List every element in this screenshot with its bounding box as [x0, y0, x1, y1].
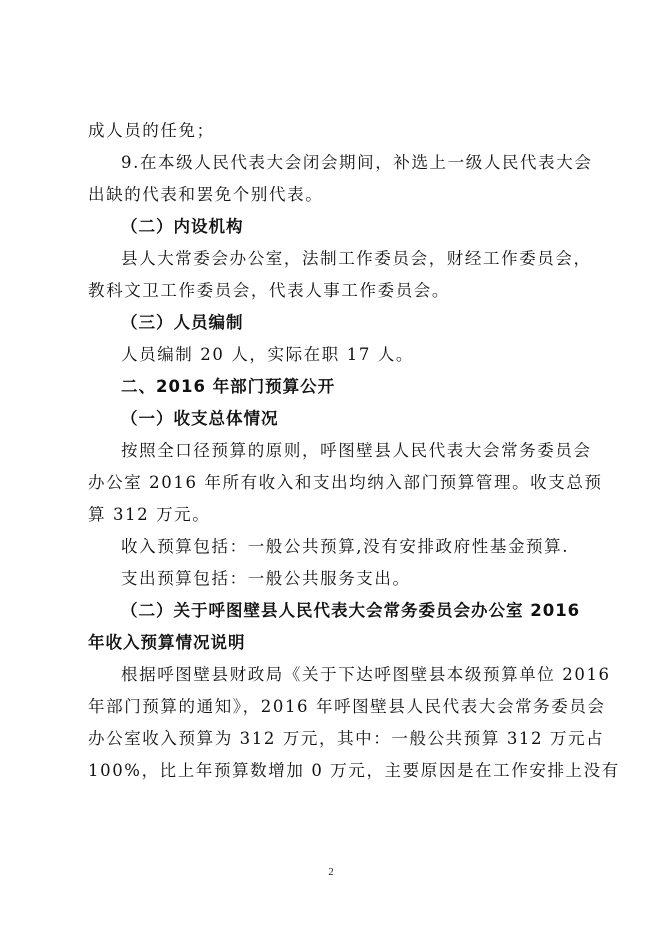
text-line: 县人大常委会办公室，法制工作委员会，财经工作委员会，	[121, 249, 592, 268]
text-line: 年部门预算的通知》，2016 年呼图壁县人民代表大会常务委员会	[88, 697, 606, 716]
section-heading: 二、2016 年部门预算公开	[121, 377, 336, 396]
section-heading: （三）人员编制	[121, 313, 244, 332]
text-line: 办公室 2016 年所有收入和支出均纳入部门预算管理。收支总预	[88, 473, 603, 492]
text-line: 算 312 万元。	[88, 505, 211, 524]
text-line: 出缺的代表和罢免个别代表。	[88, 185, 324, 204]
text-line: 办公室收入预算为 312 万元，其中：一般公共预算 312 万元占	[88, 729, 605, 748]
text-line: 人员编制 20 人，实际在职 17 人。	[121, 345, 414, 364]
text-line: 9.在本级人民代表大会闭会期间，补选上一级人民代表大会	[121, 153, 593, 172]
section-heading: （二）内设机构	[121, 217, 244, 236]
section-heading: （二）关于呼图壁县人民代表大会常务委员会办公室 2016	[121, 601, 581, 620]
page-number: 2	[328, 866, 334, 878]
text-line: 根据呼图壁县财政局《关于下达呼图壁县本级预算单位 2016	[121, 665, 611, 684]
section-heading: （一）收支总体情况	[121, 409, 279, 428]
text-line: 100%，比上年预算数增加 0 万元，主要原因是在工作安排上没有	[88, 761, 620, 780]
text-line: 成人员的任免；	[88, 121, 215, 140]
text-line: 教科文卫工作委员会，代表人事工作委员会。	[88, 281, 450, 300]
text-line: 按照全口径预算的原则，呼图壁县人民代表大会常务委员会	[121, 441, 592, 460]
section-heading: 年收入预算情况说明	[88, 633, 246, 652]
text-line: 支出预算包括：一般公共服务支出。	[121, 569, 411, 588]
text-line: 收入预算包括：一般公共预算,没有安排政府性基金预算.	[121, 537, 570, 556]
